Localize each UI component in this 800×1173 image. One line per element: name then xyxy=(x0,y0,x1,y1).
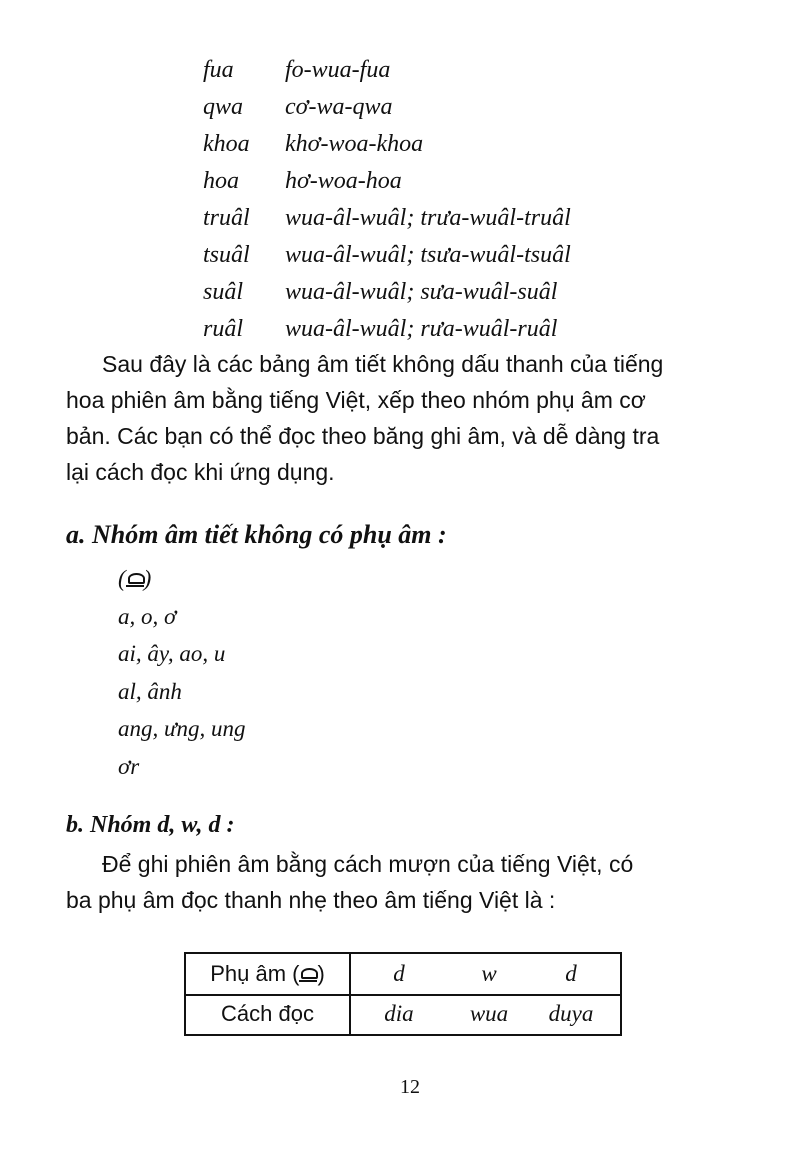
syllable: truâl xyxy=(203,205,250,231)
header-label: Phụ âm ( ) xyxy=(210,961,325,986)
table-row xyxy=(186,994,620,1034)
consonant-cell: d xyxy=(393,961,405,986)
paragraph-line: Sau đây là các bảng âm tiết không dấu thanh của tiếng xyxy=(102,351,664,377)
paragraph-line: Để ghi phiên âm bằng cách mượn của tiếng Việt, có xyxy=(102,851,634,877)
list-item: ang, ưng, ung xyxy=(118,716,246,741)
syllable: fua xyxy=(203,57,234,83)
section-b-paragraph xyxy=(66,846,734,918)
reading: wua-âl-wuâl; trưa-wuâl-truâl xyxy=(285,205,571,231)
section-a-heading: a. Nhóm âm tiết không có phụ âm : xyxy=(66,520,447,549)
reading: wua-âl-wuâl; tsưa-wuâl-tsuâl xyxy=(285,242,571,268)
list-item: ơr xyxy=(118,753,140,779)
list-item: al, ânh xyxy=(118,678,182,704)
reading: fo-wua-fua xyxy=(285,57,391,83)
section-b-heading: b. Nhóm d, w, d : xyxy=(66,812,235,838)
paragraph-line: bản. Các bạn có thể đọc theo băng ghi âm, và dễ dàng tra xyxy=(66,423,660,449)
reading: khơ-woa-khoa xyxy=(285,131,424,157)
list-item: a, o, ơ xyxy=(118,603,177,629)
syllable: tsuâl xyxy=(203,242,250,268)
syllable: suâl xyxy=(203,279,244,305)
tape-recorder-icon xyxy=(299,966,317,982)
reading: wua-âl-wuâl; rưa-wuâl-ruâl xyxy=(285,316,558,342)
tape-recorder-icon xyxy=(126,571,144,587)
syllable: qwa xyxy=(203,94,244,120)
reading-cell: duya xyxy=(548,1001,594,1026)
paragraph-line: lại cách đọc khi ứng dụng. xyxy=(66,459,335,485)
reading: hơ-woa-hoa xyxy=(285,168,402,194)
consonant-cell: d xyxy=(565,961,577,986)
syllable: ruâl xyxy=(203,316,244,342)
reading: wua-âl-wuâl; sưa-wuâl-suâl xyxy=(285,279,558,305)
consonant-table xyxy=(184,952,622,1036)
syllable: khoa xyxy=(203,131,250,157)
reading: cơ-wa-qwa xyxy=(285,94,393,120)
list-item: ai, ây, ao, u xyxy=(118,641,226,666)
intro-paragraph xyxy=(66,346,734,490)
reading-label: Cách đọc xyxy=(221,1001,314,1026)
table-row xyxy=(186,954,620,996)
section-a-list xyxy=(118,560,246,785)
table-divider xyxy=(349,954,351,1034)
audio-note: ( ) xyxy=(118,566,152,591)
page-number: 12 xyxy=(400,1076,420,1098)
paragraph-line: ba phụ âm đọc thanh nhẹ theo âm tiếng Việt là : xyxy=(66,887,556,913)
paragraph-line: hoa phiên âm bằng tiếng Việt, xếp theo nhóm phụ âm cơ xyxy=(66,387,646,413)
syllable: hoa xyxy=(203,168,239,194)
consonant-cell: w xyxy=(481,961,497,986)
reading-cell: wua xyxy=(469,1001,509,1026)
reading-cell: dia xyxy=(384,1001,414,1026)
